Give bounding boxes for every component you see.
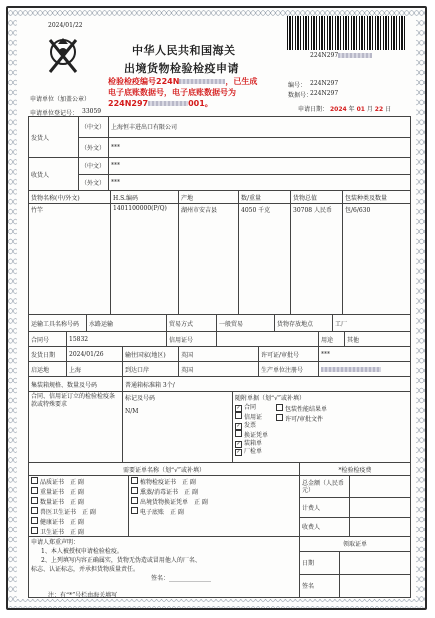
cert-need-label: 需要证单名称（划“√”或补填） xyxy=(29,463,300,475)
dest-value: 英国 xyxy=(179,347,259,361)
cert-item-label: 数量证书 xyxy=(40,499,65,506)
shuju-label: 数据号： xyxy=(288,92,313,99)
customs-emblem-icon xyxy=(42,32,84,80)
cert-item-label: 重量证书 xyxy=(40,489,65,496)
doc-item-label: 包装性能结果单 xyxy=(285,406,328,413)
checkbox[interactable] xyxy=(235,412,242,419)
cert-item-label: 出境货物换证凭单 xyxy=(140,499,189,506)
calc-label: 计费人 xyxy=(300,498,350,516)
declaration: 申请人郑重声明： 1、本人被授权申请检验检疫。 2、上列填写内容正确属实，货物无伪造或冒用他人的厂名、 标志、认证标志，并承担货物质量责任。 签名：______________ xyxy=(29,537,300,597)
cert-item-label: 熏蒸/消毒证书 xyxy=(140,489,179,496)
total-label: 总金额（人民币元） xyxy=(300,476,350,497)
store-value: 工厂 xyxy=(335,320,348,328)
goods-col-name: 货物名称(中/外文) xyxy=(29,191,111,203)
title-line2: 出境货物检验检疫申请 xyxy=(124,62,239,75)
goods-qty: 4050 千克 xyxy=(239,204,291,314)
credit-label: 信用证号 xyxy=(167,332,217,346)
copy-marks: 正 副 xyxy=(70,479,84,486)
checkbox[interactable]: ✓ xyxy=(236,441,241,447)
goods-value: 30708 人民币 xyxy=(291,204,343,314)
overlay-line2: 电子底账数据号，电子底账数据号为 xyxy=(108,88,236,97)
docs-right-list xyxy=(276,404,327,456)
cert-item-label: 电子底账 xyxy=(140,509,165,516)
doc-item[interactable] xyxy=(235,412,268,422)
mark-cell xyxy=(123,392,233,462)
date-stamp: 2024/01/22 xyxy=(48,22,83,29)
credit-value xyxy=(217,332,319,346)
checkbox[interactable]: ✓ xyxy=(236,405,241,411)
cert-item-label: 植物检疫证书 xyxy=(140,479,177,486)
doc-item[interactable] xyxy=(235,430,268,440)
ship-date-label: 发货日期 xyxy=(29,347,67,361)
goods-col-pack: 包装种类及数量 xyxy=(345,194,388,202)
cert-item-label: 品质证书 xyxy=(40,479,65,486)
copy-marks: 正 副 xyxy=(70,499,84,506)
consignee-label: 收货人 xyxy=(29,158,79,190)
cert-item[interactable] xyxy=(31,487,84,497)
redacted-barcode-tail xyxy=(338,53,372,58)
goods-pack: 包/6/630 xyxy=(345,207,371,214)
cert-item[interactable] xyxy=(31,517,84,527)
bianhao-value: 224N297 xyxy=(310,80,339,87)
doc-item[interactable] xyxy=(235,448,268,456)
copy-marks: 正 副 xyxy=(182,479,196,486)
container-value: 普通箱标准箱 3个/ xyxy=(125,381,175,389)
consignee-zh-value: *** xyxy=(111,162,120,170)
checkbox[interactable] xyxy=(31,477,38,484)
receive-sign-label: 签名 xyxy=(300,575,340,597)
contract-value: 15832 xyxy=(67,332,167,346)
title-line1: 中华人民共和国海关 xyxy=(132,44,236,57)
consignee-zh-label: （中文） xyxy=(79,158,109,174)
checkbox[interactable] xyxy=(31,487,38,494)
port-label: 启运地 xyxy=(29,362,67,376)
goods-col-value: 货物总值 xyxy=(291,191,343,203)
shuju-value: 224N297 xyxy=(310,90,339,97)
producer-value xyxy=(319,362,410,376)
mark-label: 标记及号码 xyxy=(125,395,156,402)
checkbox[interactable] xyxy=(31,527,38,534)
store-label: 货物存放地点 xyxy=(275,315,333,331)
trade-label: 贸易方式 xyxy=(167,315,217,331)
shipper-en-value: *** xyxy=(111,143,120,151)
barcode-text: 224N297 xyxy=(310,52,339,59)
footer-note: 注：有“*”号栏由海关填写 xyxy=(48,592,118,599)
doc-item-label: 发票 xyxy=(244,422,257,429)
transport-value: 水路运输 xyxy=(87,315,167,331)
goods-col-hs: H.S.编码 xyxy=(111,191,179,203)
copy-marks: 正 副 xyxy=(184,489,198,496)
docs-label: 随附单据（划“√”或补填） xyxy=(235,395,305,402)
checkbox[interactable] xyxy=(31,507,38,514)
use-label: 用途 xyxy=(319,332,345,346)
cert-item[interactable] xyxy=(131,497,208,507)
doc-item[interactable] xyxy=(235,404,268,412)
goods-hs: 1401100000(P/Q) xyxy=(111,204,179,314)
cert-item[interactable] xyxy=(31,477,84,487)
doc-item-label: 厂检单 xyxy=(244,448,263,455)
date-value: 2024 年 01 月 22 日 xyxy=(330,106,392,113)
checkbox[interactable] xyxy=(276,414,283,421)
container-label: 集装箱规格、数量及号码 xyxy=(29,377,123,391)
bianhao-label: 编号： xyxy=(288,82,307,89)
consignee-en-label: （外文） xyxy=(79,175,109,191)
reg-value: 33059 xyxy=(82,108,102,115)
checkbox[interactable] xyxy=(276,404,283,411)
checkbox[interactable]: ✓ xyxy=(236,423,241,429)
barcode xyxy=(287,16,405,50)
trade-value: 一般贸易 xyxy=(217,315,275,331)
checkbox[interactable] xyxy=(131,487,138,494)
checkbox[interactable]: ✓ xyxy=(236,449,241,455)
permit-value: *** xyxy=(321,350,330,358)
docs-left-list xyxy=(235,404,268,456)
copy-marks: 正 副 xyxy=(70,529,84,536)
doc-item[interactable] xyxy=(276,414,327,424)
cert-item[interactable] xyxy=(31,527,84,536)
fee-label: *检验检疫费 xyxy=(338,466,372,474)
cert-item-label: 卫生证书 xyxy=(40,529,65,536)
doc-item[interactable] xyxy=(235,422,268,430)
doc-item-label: 许可/审批文件 xyxy=(285,416,324,423)
date-label: 申请日期： xyxy=(298,106,329,113)
docs-cell xyxy=(233,392,410,462)
ship-date-value: 2024/01/26 xyxy=(67,347,123,361)
port-value: 上海 xyxy=(67,362,123,376)
receive-date-label: 日期 xyxy=(300,552,340,574)
transport-label: 运输工具名称号码 xyxy=(29,315,87,331)
checkbox[interactable] xyxy=(235,430,242,437)
cert-item[interactable] xyxy=(131,477,196,487)
producer-label: 生产单位注册号 xyxy=(259,362,319,376)
copy-marks: 正 副 xyxy=(70,489,84,496)
goods-col-qty: 数/重量 xyxy=(239,191,291,203)
doc-item-label: 合同 xyxy=(244,404,257,411)
shipper-en-label: （外文） xyxy=(79,138,109,158)
copy-marks: 正 副 xyxy=(82,509,96,516)
cert-mid-list xyxy=(129,476,300,536)
mark-value: N/M xyxy=(125,408,139,415)
cert-item[interactable] xyxy=(131,487,198,497)
permit-label: 许可证/审批号 xyxy=(259,347,319,361)
form-page xyxy=(6,6,427,610)
checkbox[interactable] xyxy=(131,507,138,514)
copy-marks: 正 副 xyxy=(194,499,208,506)
doc-item-label: 换证凭单 xyxy=(244,432,269,439)
shipper-zh-label: （中文） xyxy=(79,117,109,137)
overlay-line1: 检验检疫编号224N ，已生成 xyxy=(108,77,258,86)
doc-item[interactable] xyxy=(276,404,327,414)
receive-label: 领取证单 xyxy=(342,541,367,549)
doc-item[interactable] xyxy=(235,440,268,448)
checkbox[interactable] xyxy=(31,517,38,524)
arrive-value: 英国 xyxy=(179,362,259,376)
shipper-zh-value: 上海恒丰进出口有限公司 xyxy=(111,124,178,132)
cert-item[interactable] xyxy=(31,497,84,507)
cert-item[interactable] xyxy=(31,507,96,517)
checkbox[interactable] xyxy=(31,497,38,504)
contract-label: 合同号 xyxy=(29,332,67,346)
consignee-en-value: *** xyxy=(111,178,120,186)
goods-origin: 湖州市安吉县 xyxy=(179,204,239,314)
arrive-label: 到达口岸 xyxy=(123,362,179,376)
copy-marks: 正 副 xyxy=(70,519,84,526)
doc-item-label: 信用证 xyxy=(244,414,263,421)
dest-label: 输往国家(地区) xyxy=(123,347,179,361)
cert-item-label: 兽医卫生证书 xyxy=(40,509,77,516)
cert-left-list xyxy=(29,476,129,536)
goods-col-origin: 产地 xyxy=(179,191,239,203)
overlay-line3: 224N297 001。 xyxy=(108,99,213,108)
use-value: 其他 xyxy=(347,336,360,344)
goods-row xyxy=(29,204,410,315)
goods-name: 竹竿 xyxy=(29,204,111,314)
shipper-label: 发货人 xyxy=(29,117,79,157)
goods-header-row xyxy=(29,191,410,204)
copy-marks: 正 副 xyxy=(170,509,184,516)
reg-label: 申请单位登记号： xyxy=(30,110,79,117)
form-grid xyxy=(28,116,411,598)
applicant-label: 申请单位（加盖公章） xyxy=(30,96,91,103)
contract-terms-label: 合同、信用证订立的检验检疫条款或特殊要求 xyxy=(29,392,123,462)
checkbox[interactable] xyxy=(131,497,138,504)
cert-item-label: 健康证书 xyxy=(40,519,65,526)
cert-item[interactable] xyxy=(131,507,184,517)
doc-item-label: 装箱单 xyxy=(244,440,263,447)
checkbox[interactable] xyxy=(131,477,138,484)
collect-label: 收费人 xyxy=(300,518,350,536)
